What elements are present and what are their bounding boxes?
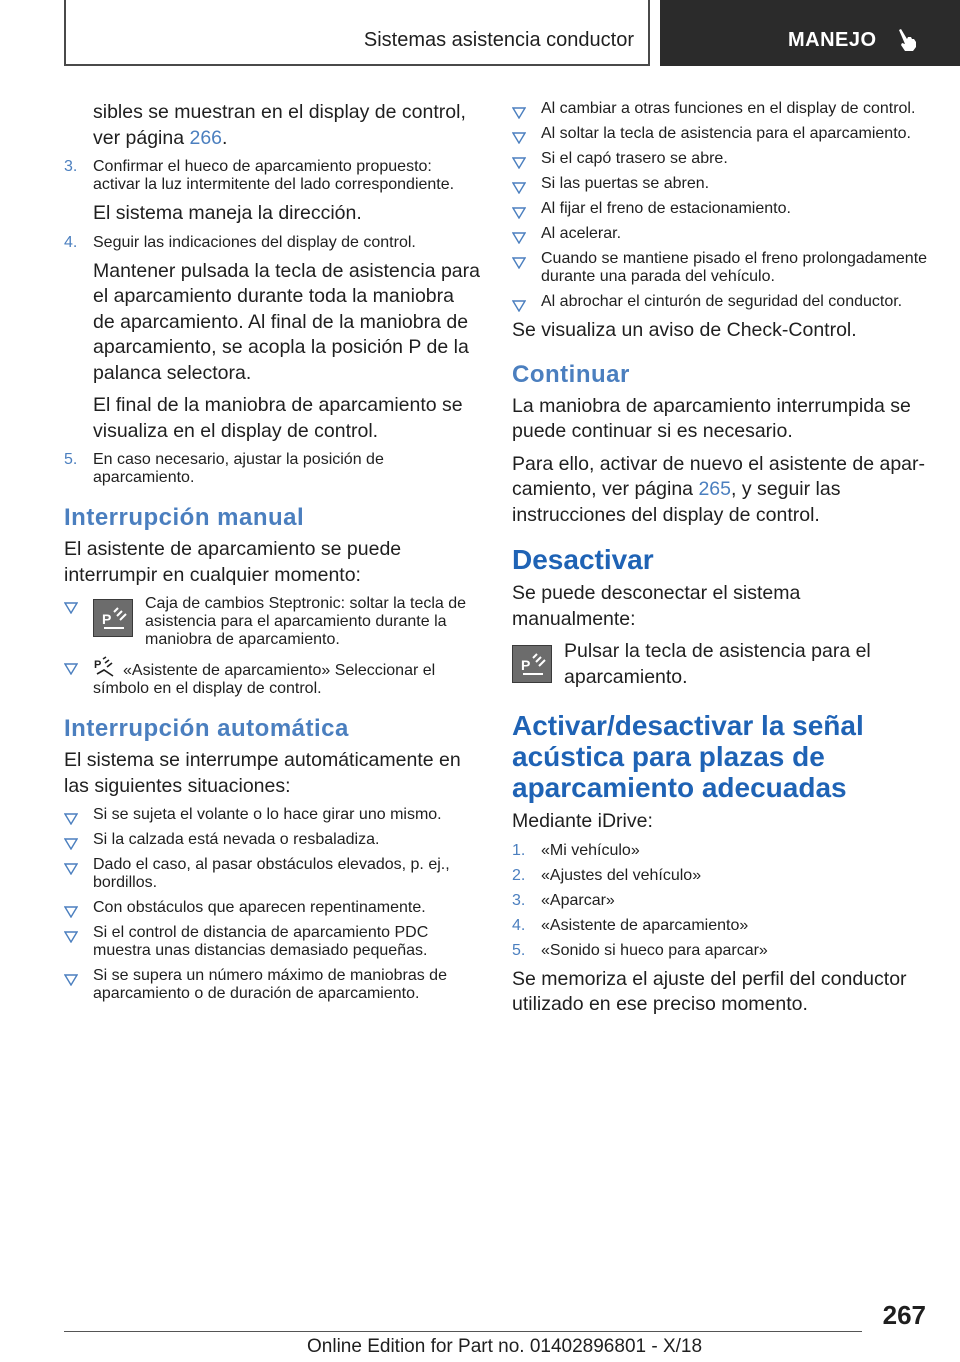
idrive-step — [512, 942, 928, 960]
svg-text:P: P — [521, 657, 531, 673]
triangle-bullet-icon — [64, 906, 78, 918]
auto-bullet-text: Si se sujeta el volante o lo hace girar uno mismo. — [93, 806, 442, 823]
footer-edition: Online Edition for Part no. 01402896801 - X/18 — [307, 1336, 703, 1357]
auto-bullet — [64, 967, 480, 1003]
svg-text:P: P — [94, 659, 102, 671]
auto-bullet — [64, 924, 480, 960]
desactivar-instruction — [512, 639, 928, 690]
triangle-bullet-icon — [64, 602, 78, 614]
page-number: 267 — [882, 1300, 926, 1330]
step-4 — [64, 234, 480, 252]
header-section-title: Sistemas asistencia conductor — [363, 29, 634, 51]
step-3 — [64, 158, 480, 194]
auto-bullet-text: Si la calzada está nevada o resbaladiza. — [93, 831, 380, 848]
step-text: Seguir las indicaciones del display de control. — [93, 233, 416, 251]
park-assist-button-icon — [512, 645, 552, 683]
triangle-bullet-icon — [512, 257, 526, 269]
idrive-step — [512, 842, 928, 860]
right-bullet-text: Al acelerar. — [541, 225, 622, 242]
check-control-note: Se visualiza un aviso de Check-Control. — [512, 319, 857, 341]
right-bullet — [512, 100, 928, 118]
step-4-note-1: Mantener pulsada la tecla de asistencia para el aparcamiento durante toda la maniobra de aparcamiento. Al final de la maniobra de aparcamiento, se acopla la posición P de la palanca selectora. — [93, 259, 480, 384]
right-bullet-text: Al cambiar a otras funciones en el display de control. — [541, 100, 916, 117]
triangle-bullet-icon — [512, 132, 526, 144]
manual-bullet-1 — [64, 595, 480, 649]
step-number: 2. — [512, 866, 526, 884]
triangle-bullet-icon — [512, 107, 526, 119]
step-5 — [64, 451, 480, 487]
right-bullet-text: Al abrochar el cinturón de seguridad del conductor. — [541, 293, 903, 310]
right-bullet — [512, 175, 928, 193]
continued-text-line1: sibles se muestran en el display de control, — [93, 101, 466, 123]
triangle-bullet-icon — [64, 813, 78, 825]
triangle-bullet-icon — [512, 300, 526, 312]
header-chapter-title: MANEJO — [788, 29, 877, 51]
idrive-step — [512, 892, 928, 910]
right-bullet-text: Si las puertas se abren. — [541, 175, 710, 192]
triangle-bullet-icon — [64, 974, 78, 986]
auto-bullet — [64, 831, 480, 849]
continuar-p2 — [512, 452, 928, 529]
heading-desactivar: Desactivar — [512, 544, 654, 575]
step-number: 4. — [64, 233, 78, 251]
park-assist-symbol-icon — [93, 656, 117, 678]
step-4-note-2: El final de la maniobra de aparcamiento se visualiza en el display de control. — [93, 394, 463, 442]
right-bullet-list — [512, 100, 928, 311]
heading-automatic-interruption: Interrupción automática — [64, 715, 349, 742]
triangle-bullet-icon — [512, 157, 526, 169]
right-bullet — [512, 200, 928, 218]
idrive-steps-list — [512, 842, 928, 960]
footer-divider — [64, 1331, 862, 1332]
step-text: «Mi vehículo» — [541, 841, 640, 859]
continuar-p1: La maniobra de aparcamiento interrumpida se puede continuar si es necesario. — [512, 394, 911, 442]
svg-text:P: P — [102, 611, 112, 627]
right-bullet — [512, 225, 928, 243]
right-bullet — [512, 150, 928, 168]
right-bullet-text: Al fijar el freno de estacionamiento. — [541, 200, 791, 217]
triangle-bullet-icon — [512, 232, 526, 244]
right-bullet — [512, 250, 928, 286]
heading-manual-interruption: Interrupción manual — [64, 504, 305, 531]
step-text: «Asistente de aparcamiento» — [541, 916, 749, 934]
step-number: 5. — [512, 941, 526, 959]
auto-bullet — [64, 899, 480, 917]
step-number: 3. — [64, 158, 78, 175]
step-number: 5. — [64, 451, 78, 468]
auto-bullet-text: Si el control de distancia de aparcamiento PDC muestra unas distancias demasiado pequeñas. — [93, 924, 429, 959]
continued-text-line2: ver página — [93, 126, 190, 149]
desactivar-p1: Se puede desconectar el sistema manualmente: — [512, 582, 801, 630]
manual-bullet-1-text: Caja de cambios Steptronic: soltar la tecla de asistencia para el aparcamiento durante la maniobra de aparcamiento. — [145, 595, 467, 648]
step-text: «Aparcar» — [541, 891, 615, 909]
continued-paragraph — [64, 100, 480, 151]
auto-bullet — [64, 806, 480, 824]
right-bullet-text: Al soltar la tecla de asistencia para el aparcamiento. — [541, 125, 911, 142]
continuar-p2-suffix: , y seguir las instrucciones del display de control. — [512, 478, 841, 526]
left-column — [64, 100, 480, 1010]
step-text: «Sonido si hueco para aparcar» — [541, 941, 768, 959]
header-chapter-tab — [660, 0, 960, 66]
right-bullet-text: Cuando se mantiene pisado el freno prolongadamente durante una parada del vehículo. — [541, 250, 928, 285]
auto-bullet-text: Dado el caso, al pasar obstáculos elevados, p. ej., bordillos. — [93, 856, 450, 891]
step-text: Confirmar el hueco de aparcamiento propuesto: activar la luz intermitente del lado correspondiente. — [93, 158, 455, 193]
right-column — [512, 100, 928, 1025]
triangle-bullet-icon — [64, 663, 78, 675]
step-text: «Ajustes del vehículo» — [541, 866, 702, 884]
step-text: En caso necesario, ajustar la posición de aparcamiento. — [93, 451, 384, 486]
final-note: Se memoriza el ajuste del perfil del conductor utilizado en ese preciso momento. — [512, 967, 907, 1015]
triangle-bullet-icon — [512, 182, 526, 194]
park-assist-button-icon — [93, 599, 133, 637]
right-bullet — [512, 293, 928, 311]
desactivar-p2: Pulsar la tecla de asistencia para el aparcamiento. — [564, 640, 871, 688]
step-number: 3. — [512, 891, 526, 909]
right-bullet — [512, 125, 928, 143]
header-section-tab — [64, 0, 650, 66]
pointing-hand-icon — [896, 28, 918, 52]
continuar-p2-prefix: Para ello, activar de nuevo el asistente de aparcamiento, ver página — [512, 452, 926, 500]
auto-bullet — [64, 856, 480, 892]
auto-bullet-text: Con obstáculos que aparecen repentinamente. — [93, 899, 426, 916]
triangle-bullet-icon — [64, 838, 78, 850]
idrive-step — [512, 917, 928, 935]
triangle-bullet-icon — [512, 207, 526, 219]
auto-intro: El sistema se interrumpe automáticamente en las siguientes situaciones: — [64, 749, 461, 797]
step-number: 1. — [512, 841, 526, 859]
step-3-note: El sistema maneja la dirección. — [93, 202, 362, 224]
triangle-bullet-icon — [64, 931, 78, 943]
page-link-266[interactable]: 266 — [189, 126, 223, 149]
period: . — [222, 126, 228, 149]
senal-intro: Mediante iDrive: — [512, 810, 653, 832]
manual-intro: El asistente de aparcamiento se puede interrumpir en cualquier momento: — [64, 538, 402, 586]
manual-bullet-2-text: «Asistente de aparcamiento» Seleccionar el símbolo en el display de control. — [93, 662, 436, 697]
right-bullet-text: Si el capó trasero se abre. — [541, 150, 728, 167]
heading-continuar: Continuar — [512, 360, 630, 388]
page-link-265[interactable]: 265 — [698, 478, 731, 500]
idrive-step — [512, 867, 928, 885]
auto-bullet-text: Si se supera un número máximo de maniobras de aparcamiento o de duración de aparcamiento. — [93, 967, 447, 1002]
triangle-bullet-icon — [64, 863, 78, 875]
manual-bullet-2 — [64, 656, 480, 698]
auto-bullet-list — [64, 806, 480, 1003]
step-number: 4. — [512, 916, 526, 934]
heading-senal-acustica: Activar/desactivar la señal acústica para plazas de aparcamiento adecuadas — [512, 710, 864, 803]
